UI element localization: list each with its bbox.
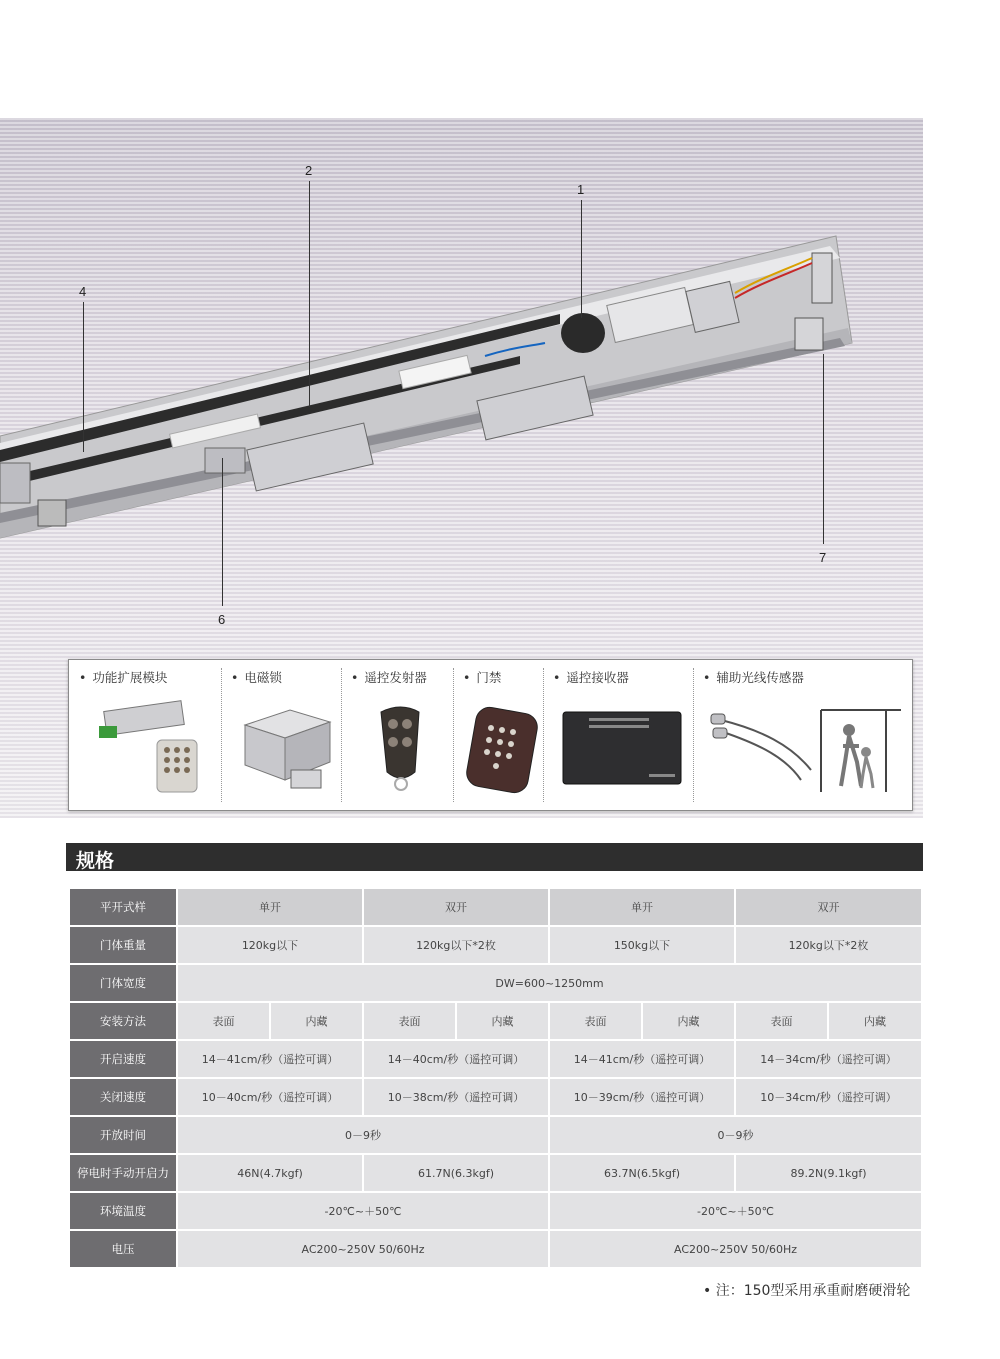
table-cell: 表面 xyxy=(363,1002,456,1040)
product-photo-panel xyxy=(0,118,923,818)
row-header: 停电时手动开启力 xyxy=(69,1154,177,1192)
table-cell: 内藏 xyxy=(828,1002,922,1040)
accessory-label: 遥控发射器 xyxy=(364,670,427,685)
table-cell: 内藏 xyxy=(642,1002,735,1040)
table-cell: 10－40cm/秒（遥控可调） xyxy=(177,1078,363,1116)
table-cell: 单开 xyxy=(177,888,363,926)
callout-line-7 xyxy=(823,354,824,544)
table-cell: AC200~250V 50/60Hz xyxy=(549,1230,922,1268)
table-cell: -20℃~＋50℃ xyxy=(177,1192,549,1230)
row-header: 开启速度 xyxy=(69,1040,177,1078)
table-row-manual-force xyxy=(69,1154,922,1192)
remote-transmitter-image xyxy=(371,702,431,797)
row-header: 门体宽度 xyxy=(69,964,177,1002)
table-cell: 10－39cm/秒（遥控可调） xyxy=(549,1078,735,1116)
callout-number-2: 2 xyxy=(305,163,313,178)
table-row-close-speed xyxy=(69,1078,922,1116)
table-cell: 0－9秒 xyxy=(549,1116,922,1154)
table-row-temperature xyxy=(69,1192,922,1230)
table-cell: DW=600~1250mm xyxy=(177,964,922,1002)
table-cell: 内藏 xyxy=(456,1002,549,1040)
spec-table xyxy=(68,887,923,1269)
accessory-strip xyxy=(68,659,913,811)
extension-module-image xyxy=(97,694,227,804)
table-cell: 14－41cm/秒（遥控可调） xyxy=(549,1040,735,1078)
table-cell: 表面 xyxy=(735,1002,828,1040)
row-header: 环境温度 xyxy=(69,1192,177,1230)
row-header: 电压 xyxy=(69,1230,177,1268)
row-header: 安装方法 xyxy=(69,1002,177,1040)
accessory-label: 功能扩展模块 xyxy=(92,670,168,685)
table-row-weight xyxy=(69,926,922,964)
table-row-open-time xyxy=(69,1116,922,1154)
accessory-access-control: • 门禁 xyxy=(453,660,543,810)
callout-number-4: 4 xyxy=(79,284,87,299)
table-cell: 表面 xyxy=(549,1002,642,1040)
table-cell: 63.7N(6.5kgf) xyxy=(549,1154,735,1192)
table-cell: 双开 xyxy=(735,888,922,926)
photo-sensor-image xyxy=(701,700,911,800)
table-cell: 89.2N(9.1kgf) xyxy=(735,1154,922,1192)
table-cell: 14－41cm/秒（遥控可调） xyxy=(177,1040,363,1078)
accessory-photo-sensor: • 辅助光线传感器 xyxy=(693,660,912,810)
spec-section-header xyxy=(66,843,923,871)
accessory-label: 电磁锁 xyxy=(244,670,282,685)
callout-number-6: 6 xyxy=(218,612,226,627)
callout-line-1 xyxy=(581,200,582,318)
footnote: • 注：150型采用承重耐磨硬滑轮 xyxy=(703,1283,911,1299)
accessory-remote-transmitter: • 遥控发射器 xyxy=(341,660,453,810)
row-header: 平开式样 xyxy=(69,888,177,926)
table-cell: 10－38cm/秒（遥控可调） xyxy=(363,1078,549,1116)
callout-line-6 xyxy=(222,458,223,606)
table-cell: 双开 xyxy=(363,888,549,926)
table-row-style xyxy=(69,888,922,926)
access-keypad-image xyxy=(463,702,543,797)
callout-line-2 xyxy=(309,181,310,407)
row-header: 门体重量 xyxy=(69,926,177,964)
table-cell: 120kg以下 xyxy=(177,926,363,964)
callout-number-7: 7 xyxy=(819,550,827,565)
table-row-open-speed xyxy=(69,1040,922,1078)
callout-line-4 xyxy=(83,302,84,452)
accessory-label: 辅助光线传感器 xyxy=(716,670,804,685)
table-cell: 120kg以下*2枚 xyxy=(735,926,922,964)
accessory-extension-module: • 功能扩展模块 xyxy=(69,660,221,810)
accessory-label: 遥控接收器 xyxy=(566,670,629,685)
table-cell: 14－40cm/秒（遥控可调） xyxy=(363,1040,549,1078)
table-cell: 单开 xyxy=(549,888,735,926)
table-cell: 61.7N(6.3kgf) xyxy=(363,1154,549,1192)
table-cell: -20℃~＋50℃ xyxy=(549,1192,922,1230)
table-row-install xyxy=(69,1002,922,1040)
accessory-remote-receiver: • 遥控接收器 xyxy=(543,660,693,810)
table-cell: 46N(4.7kgf) xyxy=(177,1154,363,1192)
table-cell: 14－34cm/秒（遥控可调） xyxy=(735,1040,922,1078)
row-header: 关闭速度 xyxy=(69,1078,177,1116)
table-cell: AC200~250V 50/60Hz xyxy=(177,1230,549,1268)
table-cell: 10－34cm/秒（遥控可调） xyxy=(735,1078,922,1116)
electromagnetic-lock-image xyxy=(235,700,335,800)
accessory-label: 门禁 xyxy=(476,670,502,685)
section-title: 规格 xyxy=(76,850,115,872)
remote-receiver-image xyxy=(559,710,689,790)
table-cell: 0－9秒 xyxy=(177,1116,549,1154)
table-cell: 150kg以下 xyxy=(549,926,735,964)
table-cell: 内藏 xyxy=(270,1002,363,1040)
table-cell: 表面 xyxy=(177,1002,270,1040)
table-cell: 120kg以下*2枚 xyxy=(363,926,549,964)
accessory-electromagnetic-lock: • 电磁锁 xyxy=(221,660,341,810)
row-header: 开放时间 xyxy=(69,1116,177,1154)
callout-number-1: 1 xyxy=(577,182,585,197)
table-row-voltage xyxy=(69,1230,922,1268)
table-row-width xyxy=(69,964,922,1002)
